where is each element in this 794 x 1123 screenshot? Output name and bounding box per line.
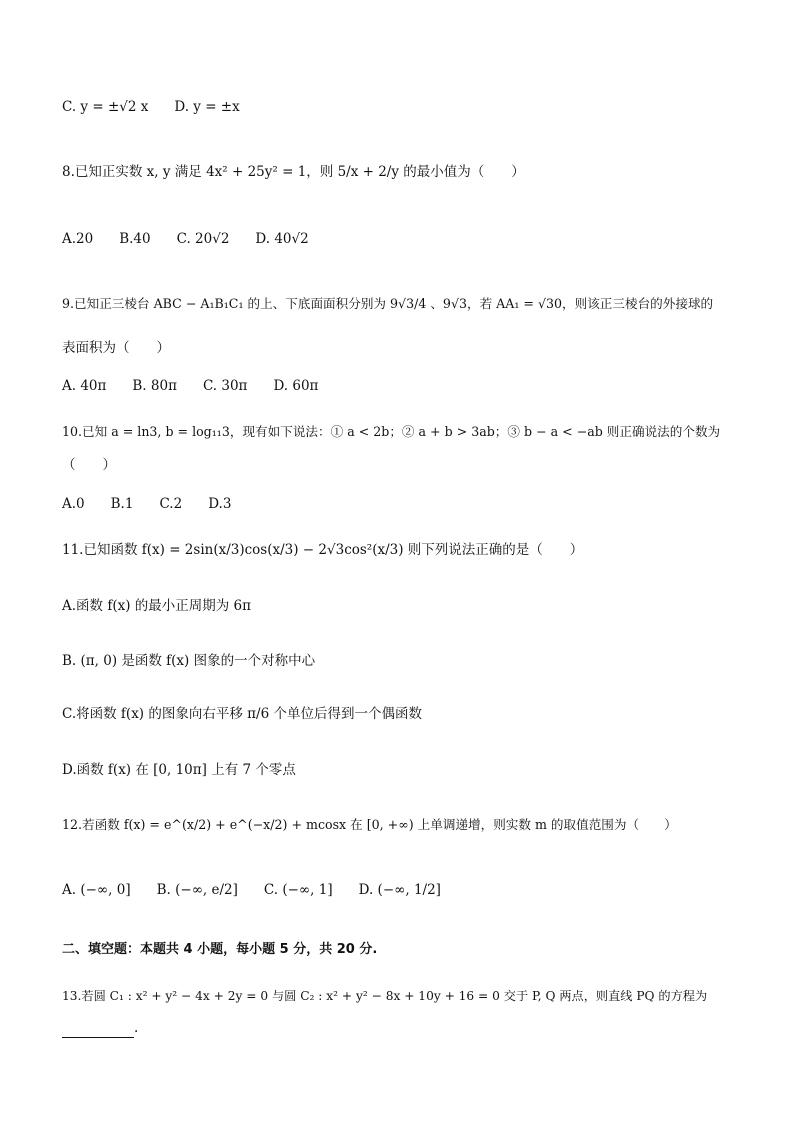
- q10-stem-line1: 10.已知 a = ln3, b = log₁₁3，现有如下说法：① a < 2b；② a + b > 3ab；③ b − a < −ab 则正确说法的个数为: [62, 424, 721, 439]
- q12-option-a: A. (−∞, 0]: [62, 882, 131, 898]
- q12-option-b: B. (−∞, e/2]: [156, 882, 238, 898]
- q10-option-a: A.0: [62, 496, 85, 512]
- q8-stem: 8.已知正实数 x, y 满足 4x² + 25y² = 1，则 5/x + 2/y 的最小值为（ ）: [62, 164, 525, 180]
- q11-stem: 11.已知函数 f(x) = 2sin(x/3)cos(x/3) − 2√3cos²(x/3) 则下列说法正确的是（ ）: [62, 542, 584, 558]
- q8-option-c: C. 20√2: [176, 231, 230, 247]
- q7-option-d: D. y = ±x: [174, 99, 240, 115]
- q12-stem: 12.若函数 f(x) = e^(x/2) + e^(−x/2) + mcosx 在 [0, +∞) 上单调递增，则实数 m 的取值范围为（ ）: [62, 817, 677, 832]
- q11-option-b: B. (π, 0) 是函数 f(x) 图象的一个对称中心: [62, 653, 316, 669]
- q10-stem-line2: （ ）: [62, 457, 116, 473]
- q9-options-row: [62, 376, 318, 396]
- q8-option-b: B.40: [119, 231, 151, 247]
- q11-option-c: C.将函数 f(x) 的图象向右平移 π/6 个单位后得到一个偶函数: [62, 706, 422, 722]
- q13-answer-row: [62, 1018, 138, 1038]
- q13-stem: 13.若圆 C₁ : x² + y² − 4x + 2y = 0 与圆 C₂ : x² + y² − 8x + 10y + 16 = 0 交于 P, Q 两点，则直线 PQ 的方程为: [62, 989, 708, 1003]
- q8-option-d: D. 40√2: [255, 231, 309, 247]
- q9-option-d: D. 60π: [273, 378, 319, 394]
- q9-stem-line2: 表面积为（ ）: [62, 340, 170, 356]
- q11-option-d: D.函数 f(x) 在 [0, 10π] 上有 7 个零点: [62, 762, 296, 778]
- q9-option-c: C. 30π: [202, 378, 248, 394]
- q13-end: .: [134, 1020, 139, 1036]
- q12-options-row: [62, 880, 441, 900]
- q13-answer-blank[interactable]: [62, 1023, 134, 1038]
- q10-options-row: [62, 494, 231, 514]
- q12-option-c: C. (−∞, 1]: [263, 882, 333, 898]
- q9-option-a: A. 40π: [62, 378, 107, 394]
- q8-option-a: A.20: [62, 231, 94, 247]
- section-fill-in-title: 二、填空题：本题共 4 小题，每小题 5 分，共 20 分.: [62, 942, 378, 957]
- q9-stem-line1: 9.已知正三棱台 ABC − A₁B₁C₁ 的上、下底面面积分别为 9√3/4 、9√3，若 AA₁ = √30，则该正三棱台的外接球的: [62, 296, 714, 311]
- q9-option-b: B. 80π: [132, 378, 177, 394]
- q8-options-row: [62, 229, 309, 249]
- q7-options-row: [62, 97, 240, 117]
- q10-option-c: C.2: [159, 496, 183, 512]
- q12-option-d: D. (−∞, 1/2]: [358, 882, 441, 898]
- q11-option-a: A.函数 f(x) 的最小正周期为 6π: [62, 598, 252, 614]
- q10-option-b: B.1: [110, 496, 134, 512]
- q7-option-c: C. y = ±√2 x: [62, 99, 149, 115]
- q10-option-d: D.3: [208, 496, 232, 512]
